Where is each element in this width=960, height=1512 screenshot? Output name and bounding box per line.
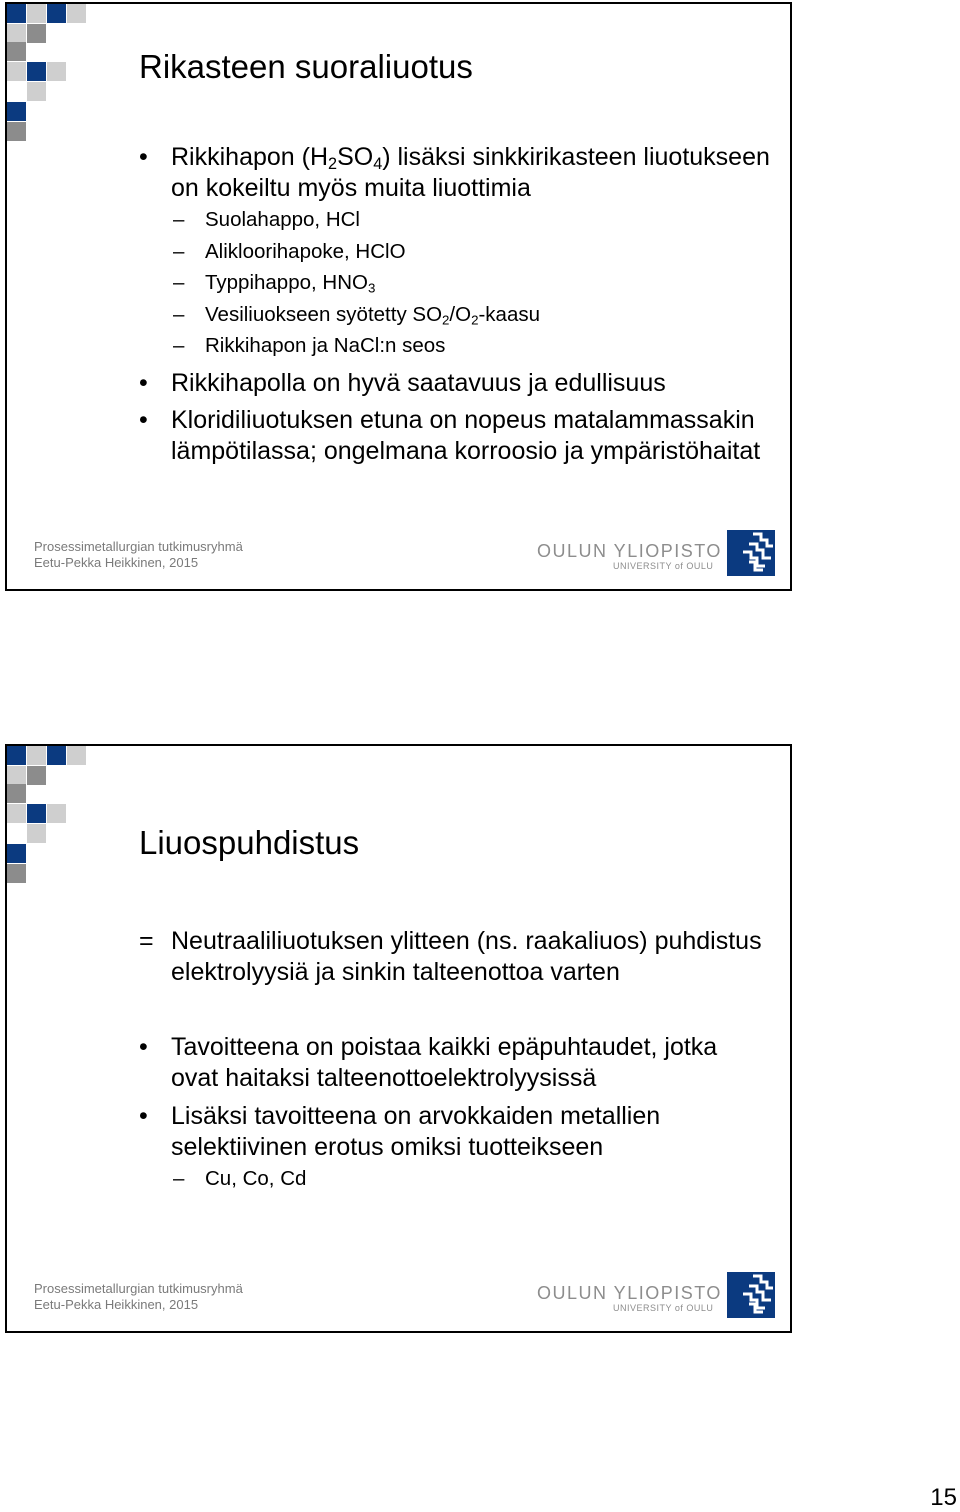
university-logo-text xyxy=(537,1283,722,1313)
university-logo-icon xyxy=(727,1272,775,1318)
sub-bullet-item xyxy=(139,299,770,331)
slide-title: Liuospuhdistus xyxy=(139,824,360,861)
bullet-marker: – xyxy=(173,271,185,294)
bullet-text: Tavoitteena on poistaa kaikki epäpuhtaudet, jotka ovat haitaksi talteenottoelektrolyysissä xyxy=(171,1033,718,1092)
bullet-marker: – xyxy=(173,302,185,326)
logo-main-text: OULUN YLIOPISTO xyxy=(537,541,722,561)
footer-group: Prosessimetallurgian tutkimusryhmä xyxy=(34,1281,243,1296)
bullet-text: Rikkihapolla on hyvä saatavuus ja edullisuus xyxy=(171,368,666,397)
sub-bullet-item xyxy=(139,267,770,299)
slide-1 xyxy=(5,2,792,591)
footer-author: Eetu-Pekka Heikkinen, 2015 xyxy=(34,1297,199,1312)
bullet-marker: – xyxy=(173,1167,185,1190)
footer-text xyxy=(34,539,243,571)
university-logo-icon xyxy=(727,530,775,576)
slide-content xyxy=(139,142,770,467)
page-number: 15 xyxy=(930,1484,957,1511)
slide-title: Rikasteen suoraliuotus xyxy=(139,48,473,85)
bullet-marker: – xyxy=(173,208,185,231)
bullet-text: Neutraaliliuotuksen ylitteen (ns. raakaliuos) puhdistus elektrolyysiä ja sinkin talteenottoa varten xyxy=(171,927,762,986)
bullet-text: Rikkihapon ja NaCl:n seos xyxy=(205,334,446,357)
bullet-marker: • xyxy=(139,368,148,397)
sub-bullet-item xyxy=(139,330,770,362)
logo-sub-text: UNIVERSITY of OULU xyxy=(613,561,714,571)
logo-sub-text: UNIVERSITY of OULU xyxy=(613,1303,714,1313)
bullet-item xyxy=(139,405,770,467)
bullet-text: Alikloorihapoke, HClO xyxy=(205,239,406,263)
bullet-text: Cu, Co, Cd xyxy=(205,1167,307,1190)
bullet-marker: • xyxy=(139,143,148,171)
bullet-item xyxy=(139,142,770,204)
bullet-text: Typpihappo, $HNO_3$ xyxy=(205,271,376,296)
bullet-marker: • xyxy=(139,1033,148,1061)
bullet-marker: = xyxy=(139,927,154,955)
bullet-marker: – xyxy=(173,334,185,357)
bullet-marker: • xyxy=(139,405,148,434)
sub-bullet-item xyxy=(139,204,770,236)
bullet-text: Kloridiliuotuksen etuna on nopeus matalammassakin lämpötilassa; ongelmana korroosio ja ympäristöhaitat xyxy=(171,405,761,465)
sub-bullet-item xyxy=(139,236,770,268)
footer-author: Eetu-Pekka Heikkinen, 2015 xyxy=(34,555,199,570)
bullet-text: Rikkihapon $(H_2SO_4)$ lisäksi sinkkirikasteen liuotukseen on kokeiltu myös muita liuottimia xyxy=(171,143,770,202)
bullet-text: Lisäksi tavoitteena on arvokkaiden metallien selektiivinen erotus omiksi tuotteikseen xyxy=(171,1102,661,1161)
bullet-item xyxy=(139,1101,770,1163)
footer-group: Prosessimetallurgian tutkimusryhmä xyxy=(34,539,243,554)
sub-bullet-item xyxy=(139,1163,770,1195)
bullet-item xyxy=(139,1032,770,1094)
bullet-item xyxy=(139,368,770,399)
slide-content xyxy=(139,926,770,1195)
bullet-text: Suolahappo, HCl xyxy=(205,208,360,231)
bullet-item xyxy=(139,926,770,988)
bullet-text: Vesiliuokseen syötetty $SO_2/O_2$-kaasu xyxy=(205,302,541,327)
bullet-marker: • xyxy=(139,1102,148,1130)
slide-2 xyxy=(5,744,792,1333)
bullet-marker: – xyxy=(173,239,185,263)
logo-main-text: OULUN YLIOPISTO xyxy=(537,1283,722,1303)
footer-text xyxy=(34,1281,243,1313)
university-logo-text xyxy=(537,541,722,571)
